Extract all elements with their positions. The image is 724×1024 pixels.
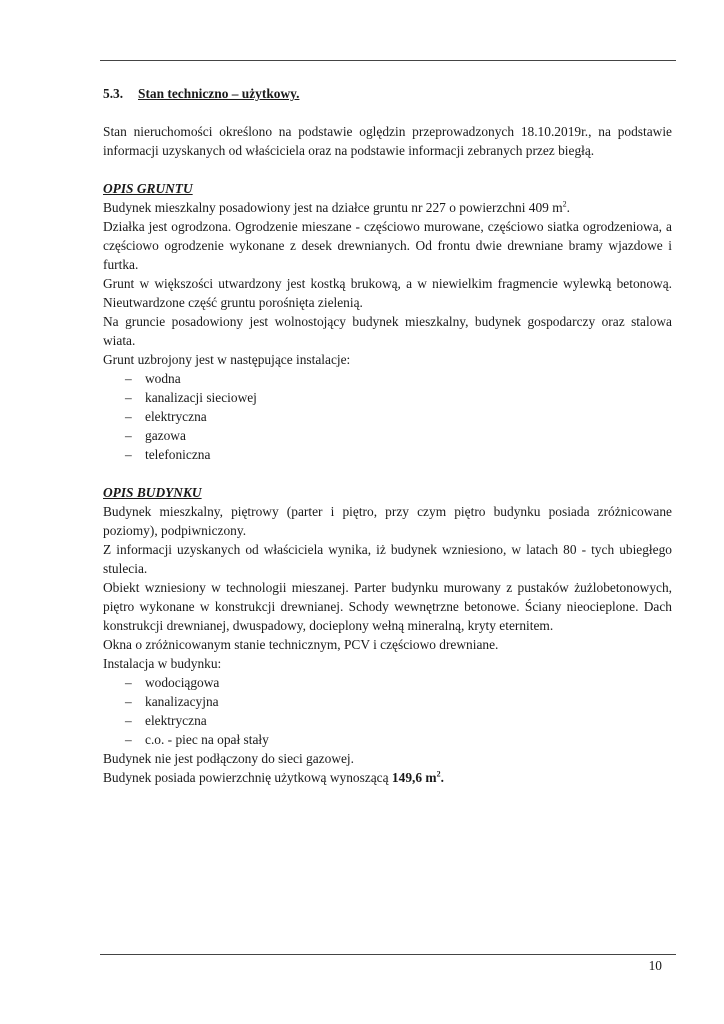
grunt-p1-text: Budynek mieszkalny posadowiony jest na działce gruntu nr 227 o powierzchni 409 m — [103, 200, 563, 215]
footer-rule — [100, 954, 676, 955]
dash-bullet: – — [125, 371, 132, 386]
grunt-section-label: OPIS GRUNTU — [103, 181, 193, 196]
budynek-paragraph-1: Budynek mieszkalny, piętrowy (parter i piętro, przy czym piętro budynku posiada zróżnicowane poziomy), podpiwniczony. — [103, 504, 672, 538]
list-item-text: gazowa — [145, 428, 186, 443]
list-item-text: elektryczna — [145, 409, 207, 424]
usable-area-end: . — [440, 770, 444, 785]
dash-bullet: – — [125, 428, 132, 443]
usable-area-number: 149,6 m — [391, 770, 437, 785]
budynek-installations-list — [103, 673, 672, 749]
usable-area-value — [392, 770, 444, 785]
list-item-text: c.o. - piec na opał stały — [145, 732, 269, 747]
dash-bullet: – — [125, 694, 132, 709]
dash-bullet: – — [125, 732, 132, 747]
budynek-p7-text: Budynek posiada powierzchnię użytkową wynoszącą — [103, 770, 392, 785]
budynek-paragraph-3: Obiekt wzniesiony w technologii mieszanej. Parter budynku murowany z pustaków żużlobetonowych, piętro wykonane w konstrukcji drewnianej. Schody wewnętrzne betonowe. Ściany nieocieplone. Dach konstrukcji drewnianej, dwuspadowy, docieplony wełną mineralną, kryty eternitem. — [103, 580, 672, 633]
list-item-text: wodociągowa — [145, 675, 220, 690]
list-item — [103, 445, 672, 464]
budynek-section-label: OPIS BUDYNKU — [103, 485, 202, 500]
list-item — [103, 692, 672, 711]
budynek-paragraph-6: Budynek nie jest podłączony do sieci gazowej. — [103, 751, 355, 766]
dash-bullet: – — [125, 447, 132, 462]
grunt-installations-list — [103, 369, 672, 464]
grunt-paragraph-1 — [103, 198, 672, 217]
usable-area-sup: 2 — [436, 769, 441, 779]
list-item — [103, 673, 672, 692]
page-number: 10 — [648, 958, 662, 973]
list-item-text: telefoniczna — [145, 447, 211, 462]
grunt-p1-end: . — [566, 200, 571, 215]
grunt-paragraph-3: Grunt w większości utwardzony jest kostką brukową, a w niewielkim fragmencie wylewką betonową. Nieutwardzone część gruntu porośnięta zielenią. — [103, 276, 672, 310]
grunt-paragraph-4: Na gruncie posadowiony jest wolnostojący budynek mieszkalny, budynek gospodarczy oraz stalowa wiata. — [103, 314, 672, 348]
grunt-paragraph-5: Grunt uzbrojony jest w następujące instalacje: — [103, 352, 351, 367]
grunt-paragraph-2: Działka jest ogrodzona. Ogrodzenie mieszane - częściowo murowane, częściowo siatka ogrodzeniowa, a częściowo ogrodzenie wykonane z desek drewnianych. Od frontu dwie drewniane bramy wjazdowe i furtka. — [103, 219, 672, 272]
dash-bullet: – — [125, 713, 132, 728]
budynek-paragraph-4: Okna o zróżnicowanym stanie technicznym, PCV i częściowo drewniane. — [103, 637, 499, 652]
dash-bullet: – — [125, 390, 132, 405]
list-item — [103, 407, 672, 426]
dash-bullet: – — [125, 409, 132, 424]
document-body — [103, 84, 672, 787]
list-item — [103, 730, 672, 749]
section-number: 5.3. — [103, 86, 124, 101]
list-item-text: elektryczna — [145, 713, 207, 728]
list-item-text: kanalizacyjna — [145, 694, 219, 709]
dash-bullet: – — [125, 675, 132, 690]
budynek-paragraph-5: Instalacja w budynku: — [103, 656, 222, 671]
list-item — [103, 426, 672, 445]
list-item — [103, 388, 672, 407]
list-item — [103, 369, 672, 388]
section-heading — [103, 84, 672, 103]
budynek-paragraph-2: Z informacji uzyskanych od właściciela wynika, iż budynek wzniesiono, w latach 80 - tych ubiegłego stulecia. — [103, 542, 672, 576]
intro-paragraph: Stan nieruchomości określono na podstawie oględzin przeprowadzonych 18.10.2019r., na podstawie informacji uzyskanych od właściciela oraz na podstawie informacji zebranych przez biegłą. — [103, 124, 672, 158]
list-item-text: kanalizacji sieciowej — [145, 390, 257, 405]
section-title: Stan techniczno – użytkowy. — [138, 86, 300, 101]
header-rule — [100, 60, 676, 61]
grunt-p1-sup: 2 — [562, 199, 567, 209]
list-item — [103, 711, 672, 730]
list-item-text: wodna — [145, 371, 181, 386]
budynek-paragraph-7 — [103, 768, 672, 787]
